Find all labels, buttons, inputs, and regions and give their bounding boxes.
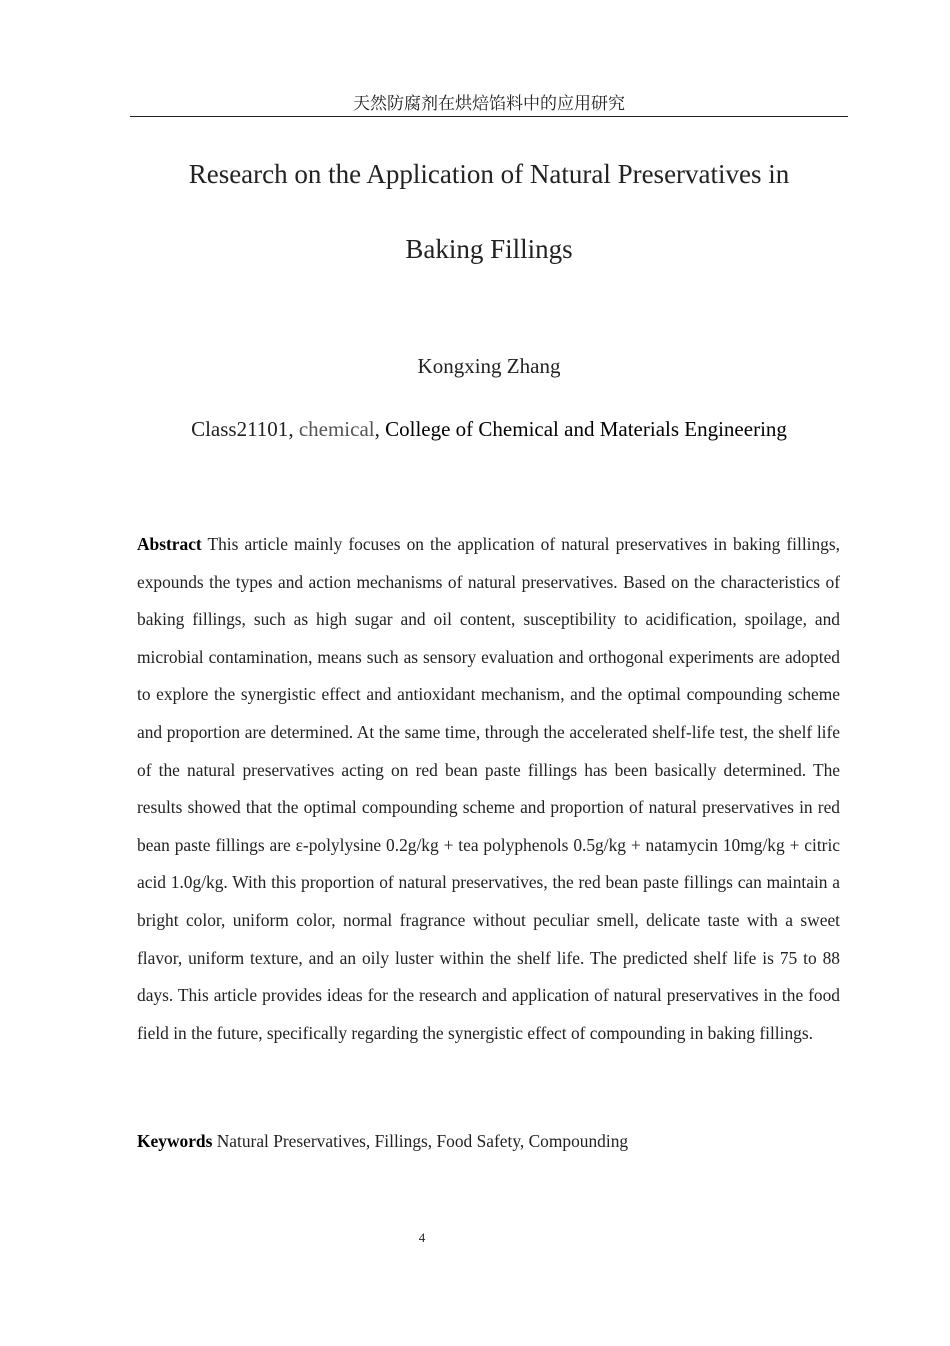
running-header: 天然防腐剂在烘焙馅料中的应用研究 — [353, 94, 625, 114]
affiliation-major: chemical — [298, 417, 375, 441]
header-rule — [130, 116, 848, 117]
keywords-label: Keywords — [137, 1131, 213, 1151]
paper-title — [130, 137, 848, 287]
paper-title-line-2: Baking Fillings — [405, 234, 573, 264]
affiliation-separator-1: , — [288, 417, 299, 441]
abstract-paragraph — [137, 526, 840, 1052]
page-number: 4 — [418, 1230, 426, 1245]
affiliation-class: Class21101 — [191, 417, 289, 441]
keywords-text: Natural Preservatives, Fillings, Food Safety, Compounding — [216, 1131, 629, 1151]
paper-title-line-1: Research on the Application of Natural Preservatives in — [188, 159, 790, 189]
abstract-text: This article mainly focuses on the application of natural preservatives in baking fillings, expounds the types and action mechanisms of natural preservatives. Based on the characteristics of baking fillings, such as high sugar and oil content, susceptibility to acidification, spoilage, and microbial contamination, means such as sensory evaluation and orthogonal experiments are adopted to explore the synergistic effect and antioxidant mechanism, and the optimal compounding scheme and proportion are determined. At the same time, through the accelerated shelf-life test, the shelf life of the natural preservatives acting on red bean paste fillings has been basically determined. The results showed that the optimal compounding scheme and proportion of natural preservatives in red bean paste fillings are ε-polylysine 0.2g/kg + tea polyphenols 0.5g/kg + natamycin 10mg/kg + citric acid 1.0g/kg. With this proportion of natural preservatives, the red bean paste fillings can maintain a bright color, uniform color, normal fragrance without peculiar smell, delicate taste with a sweet flavor, uniform texture, and an oily luster within the shelf life. The predicted shelf life is 75 to 88 days. This article provides ideas for the research and application of natural preservatives in the food field in the future, specifically regarding the synergistic effect of compounding in baking fillings. — [137, 534, 840, 1043]
abstract-label: Abstract — [137, 534, 202, 554]
keywords-paragraph — [137, 1127, 840, 1155]
affiliation-college: College of Chemical and Materials Engineering — [385, 417, 787, 441]
author-name: Kongxing Zhang — [417, 354, 561, 378]
author-affiliation — [130, 415, 848, 443]
affiliation-separator-2: , — [374, 417, 386, 441]
